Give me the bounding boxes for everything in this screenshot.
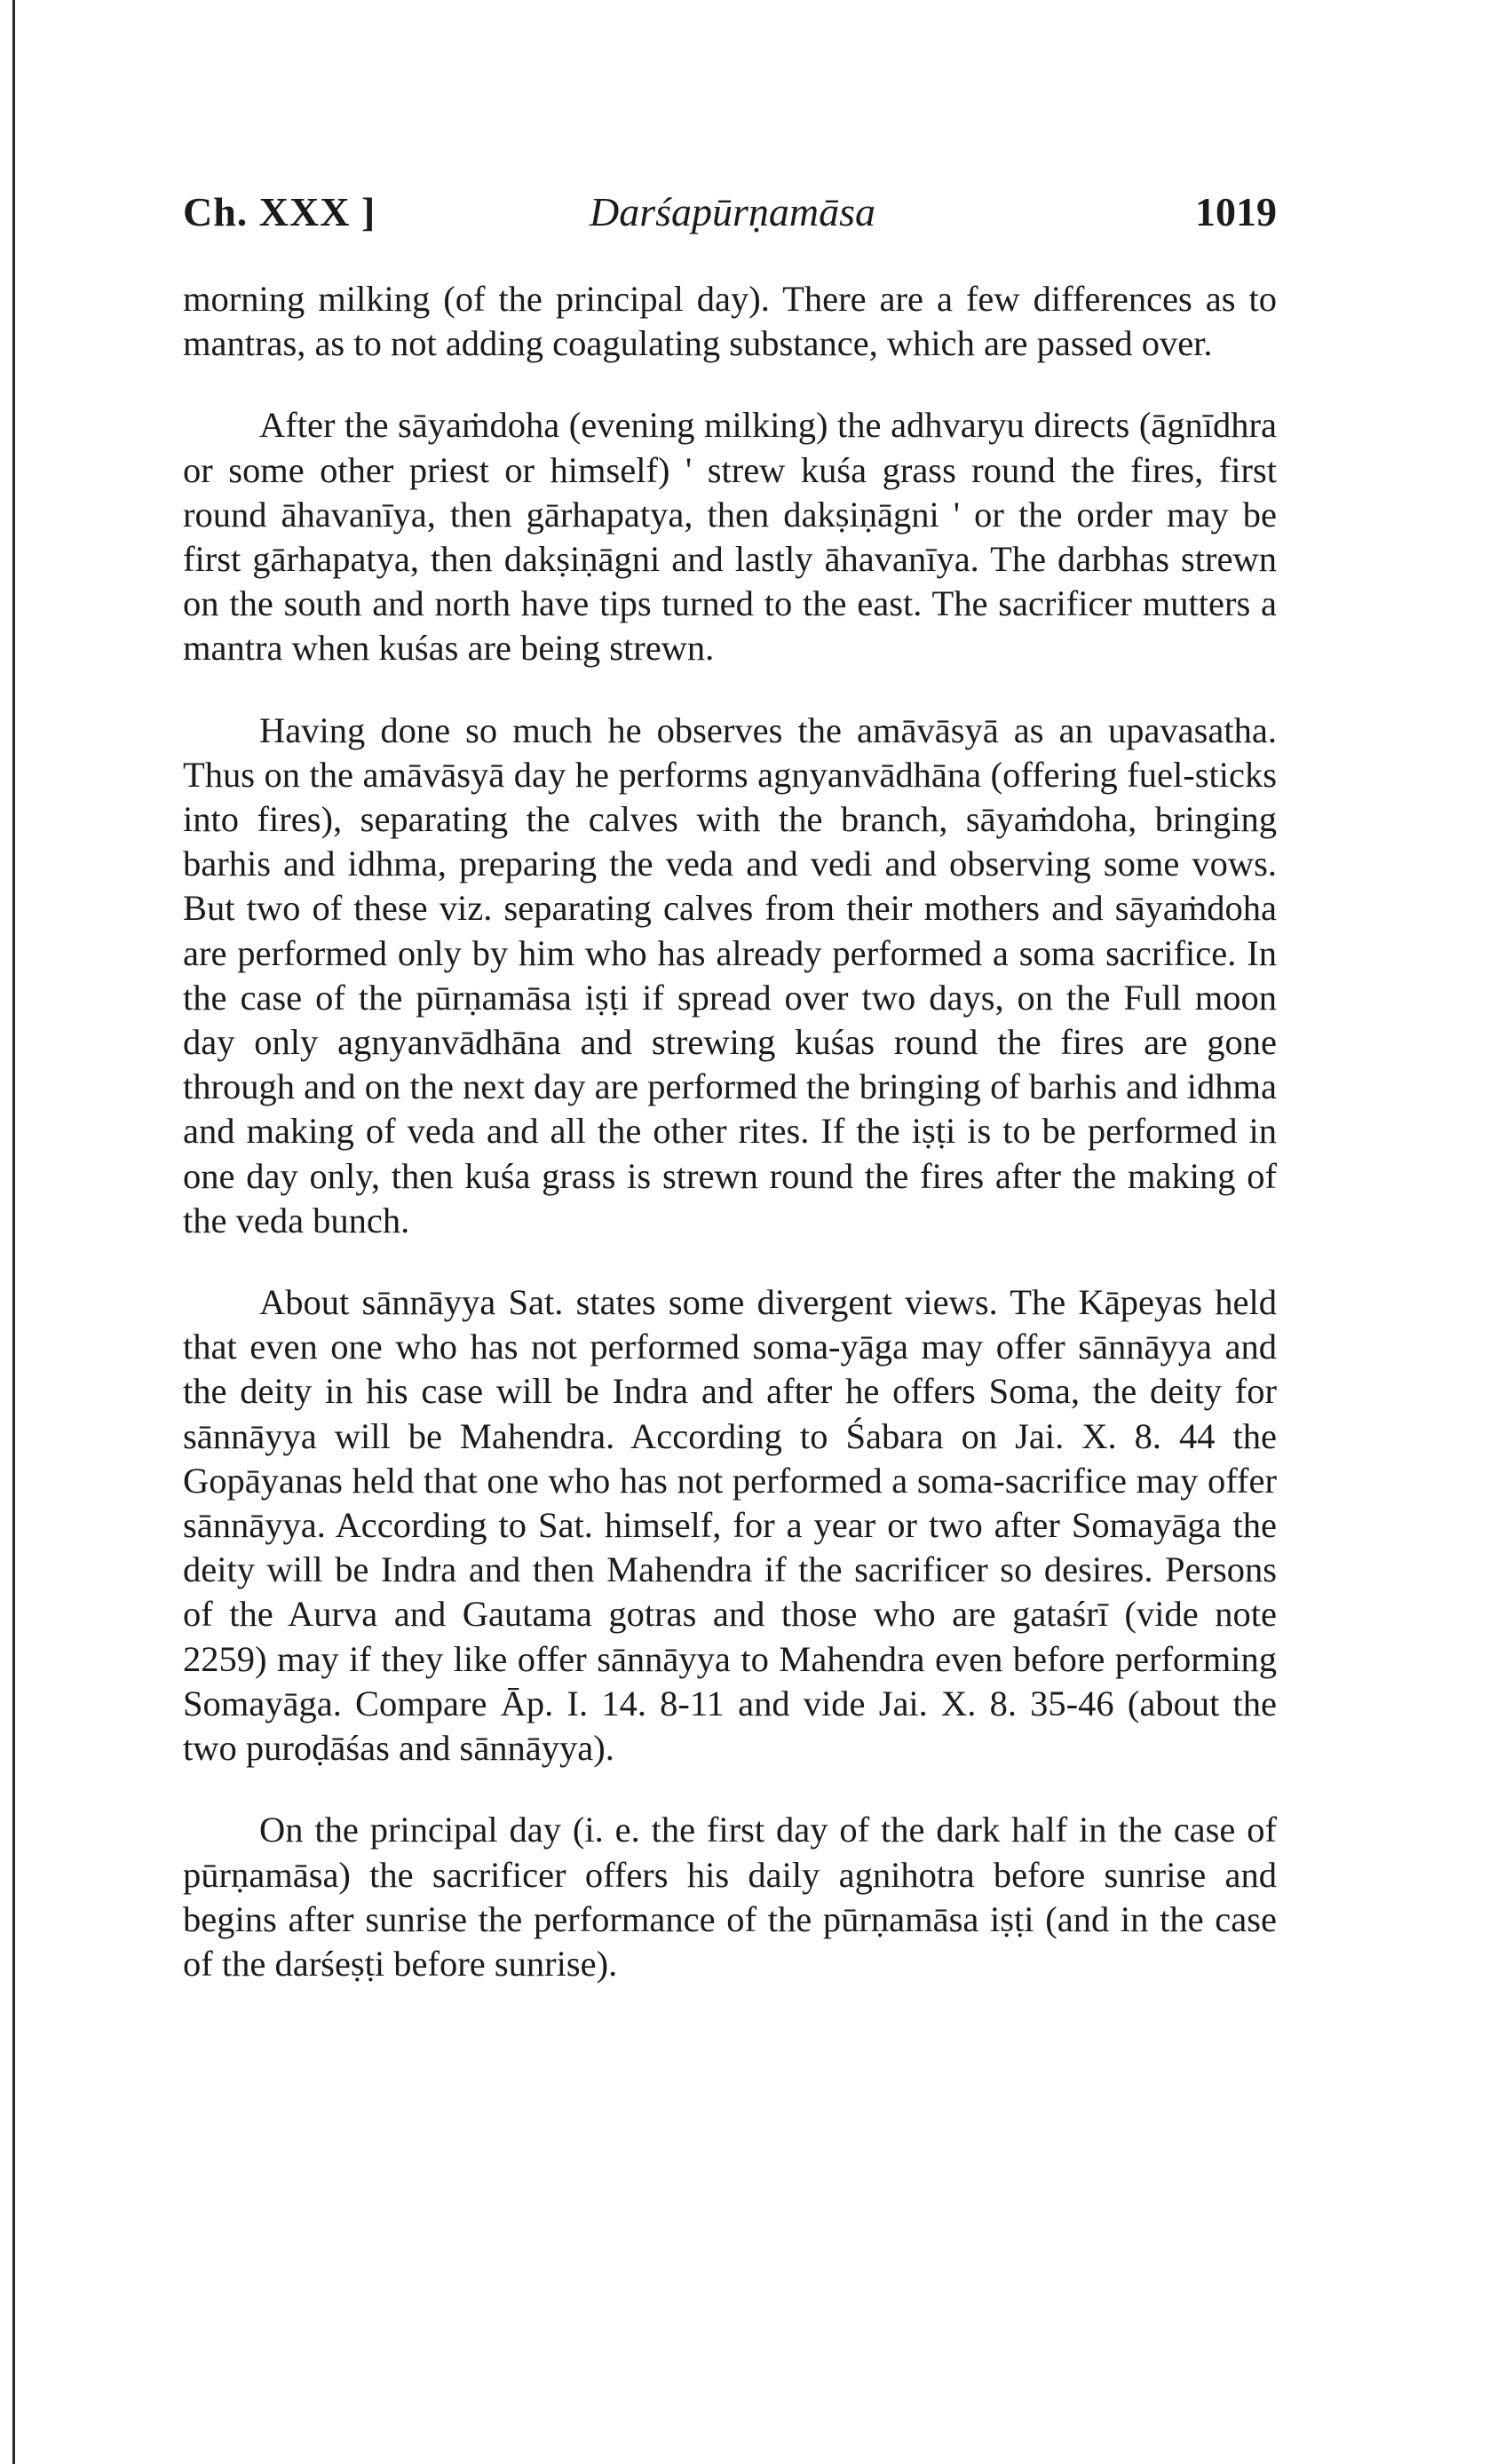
running-title: Darśapūrṇamāsa: [590, 189, 876, 234]
paragraph-1: morning milking (of the principal day). There are a few differences as to mantras, as to not adding coagulating substance, which are passed over.: [183, 279, 1277, 364]
page-number: 1019: [1195, 189, 1277, 234]
paragraph-2: After the sāyaṁdoha (evening milking) the adhvaryu directs (āgnīdhra or some other priest or himself) ' strew kuśa grass round the fires, first round āhavanīya, then gārhapatya, then dakṣiṇāgni ' or the order may be first gārhapatya, then dakṣiṇāgni and lastly āhavanīya. The darbhas strewn on the south and north have tips turned to the east. The sacrificer mutters a mantra when kuśas are being strewn.: [183, 405, 1277, 669]
paragraph-3: Having done so much he observes the amāvāsyā as an upavasatha. Thus on the amāvāsyā day he performs agnyanvādhāna (offering fuel-sticks into fires), separating the calves with the branch, sāyaṁdoha, bringing barhis and idhma, preparing the veda and vedi and observing some vows. But two of these viz. separating calves from their mothers and sāyaṁdoha are performed only by him who has already performed a soma sacrifice. In the case of the pūrṇamāsa iṣṭi if spread over two days, on the Full moon day only agnyanvādhāna and strewing kuśas round the fires are gone through and on the next day are performed the bringing of barhis and idhma and making of veda and all the other rites. If the iṣṭi is to be performed in one day only, then kuśa grass is strewn round the fires after the making of the veda bunch.: [183, 709, 1277, 1240]
running-header: [183, 188, 1277, 250]
chapter-label: Ch. XXX ]: [183, 189, 376, 234]
paragraph-5: On the principal day (i. e. the first day of the dark half in the case of pūrṇamāsa) the sacrificer offers his daily agnihotra before sunrise and begins after sunrise the performance of the pūrṇamāsa iṣṭi (and in the case of the darśeṣṭi before sunrise).: [183, 1810, 1277, 1984]
paragraph-4: About sānnāyya Sat. states some divergent views. The Kāpeyas held that even one who has not performed soma-yāga may offer sānnāyya and the deity in his case will be Indra and after he offers Soma, the deity for sānnāyya will be Mahendra. According to Śabara on Jai. X. 8. 44 the Gopāyanas held that one who has not performed a soma-sacrifice may offer sānnāyya. According to Sat. himself, for a year or two after Somayāga the deity will be Indra and then Mahendra if the sacrificer so desires. Persons of the Aurva and Gautama gotras and those who are gataśrī (vide note 2259) may if they like offer sānnāyya to Mahendra even before performing Somayāga. Compare Āp. I. 14. 8-11 and vide Jai. X. 8. 35-46 (about the two puroḍāśas and sānnāyya).: [183, 1282, 1277, 1769]
body-text: [183, 277, 1277, 2024]
page-edge-line: [12, 0, 15, 2464]
